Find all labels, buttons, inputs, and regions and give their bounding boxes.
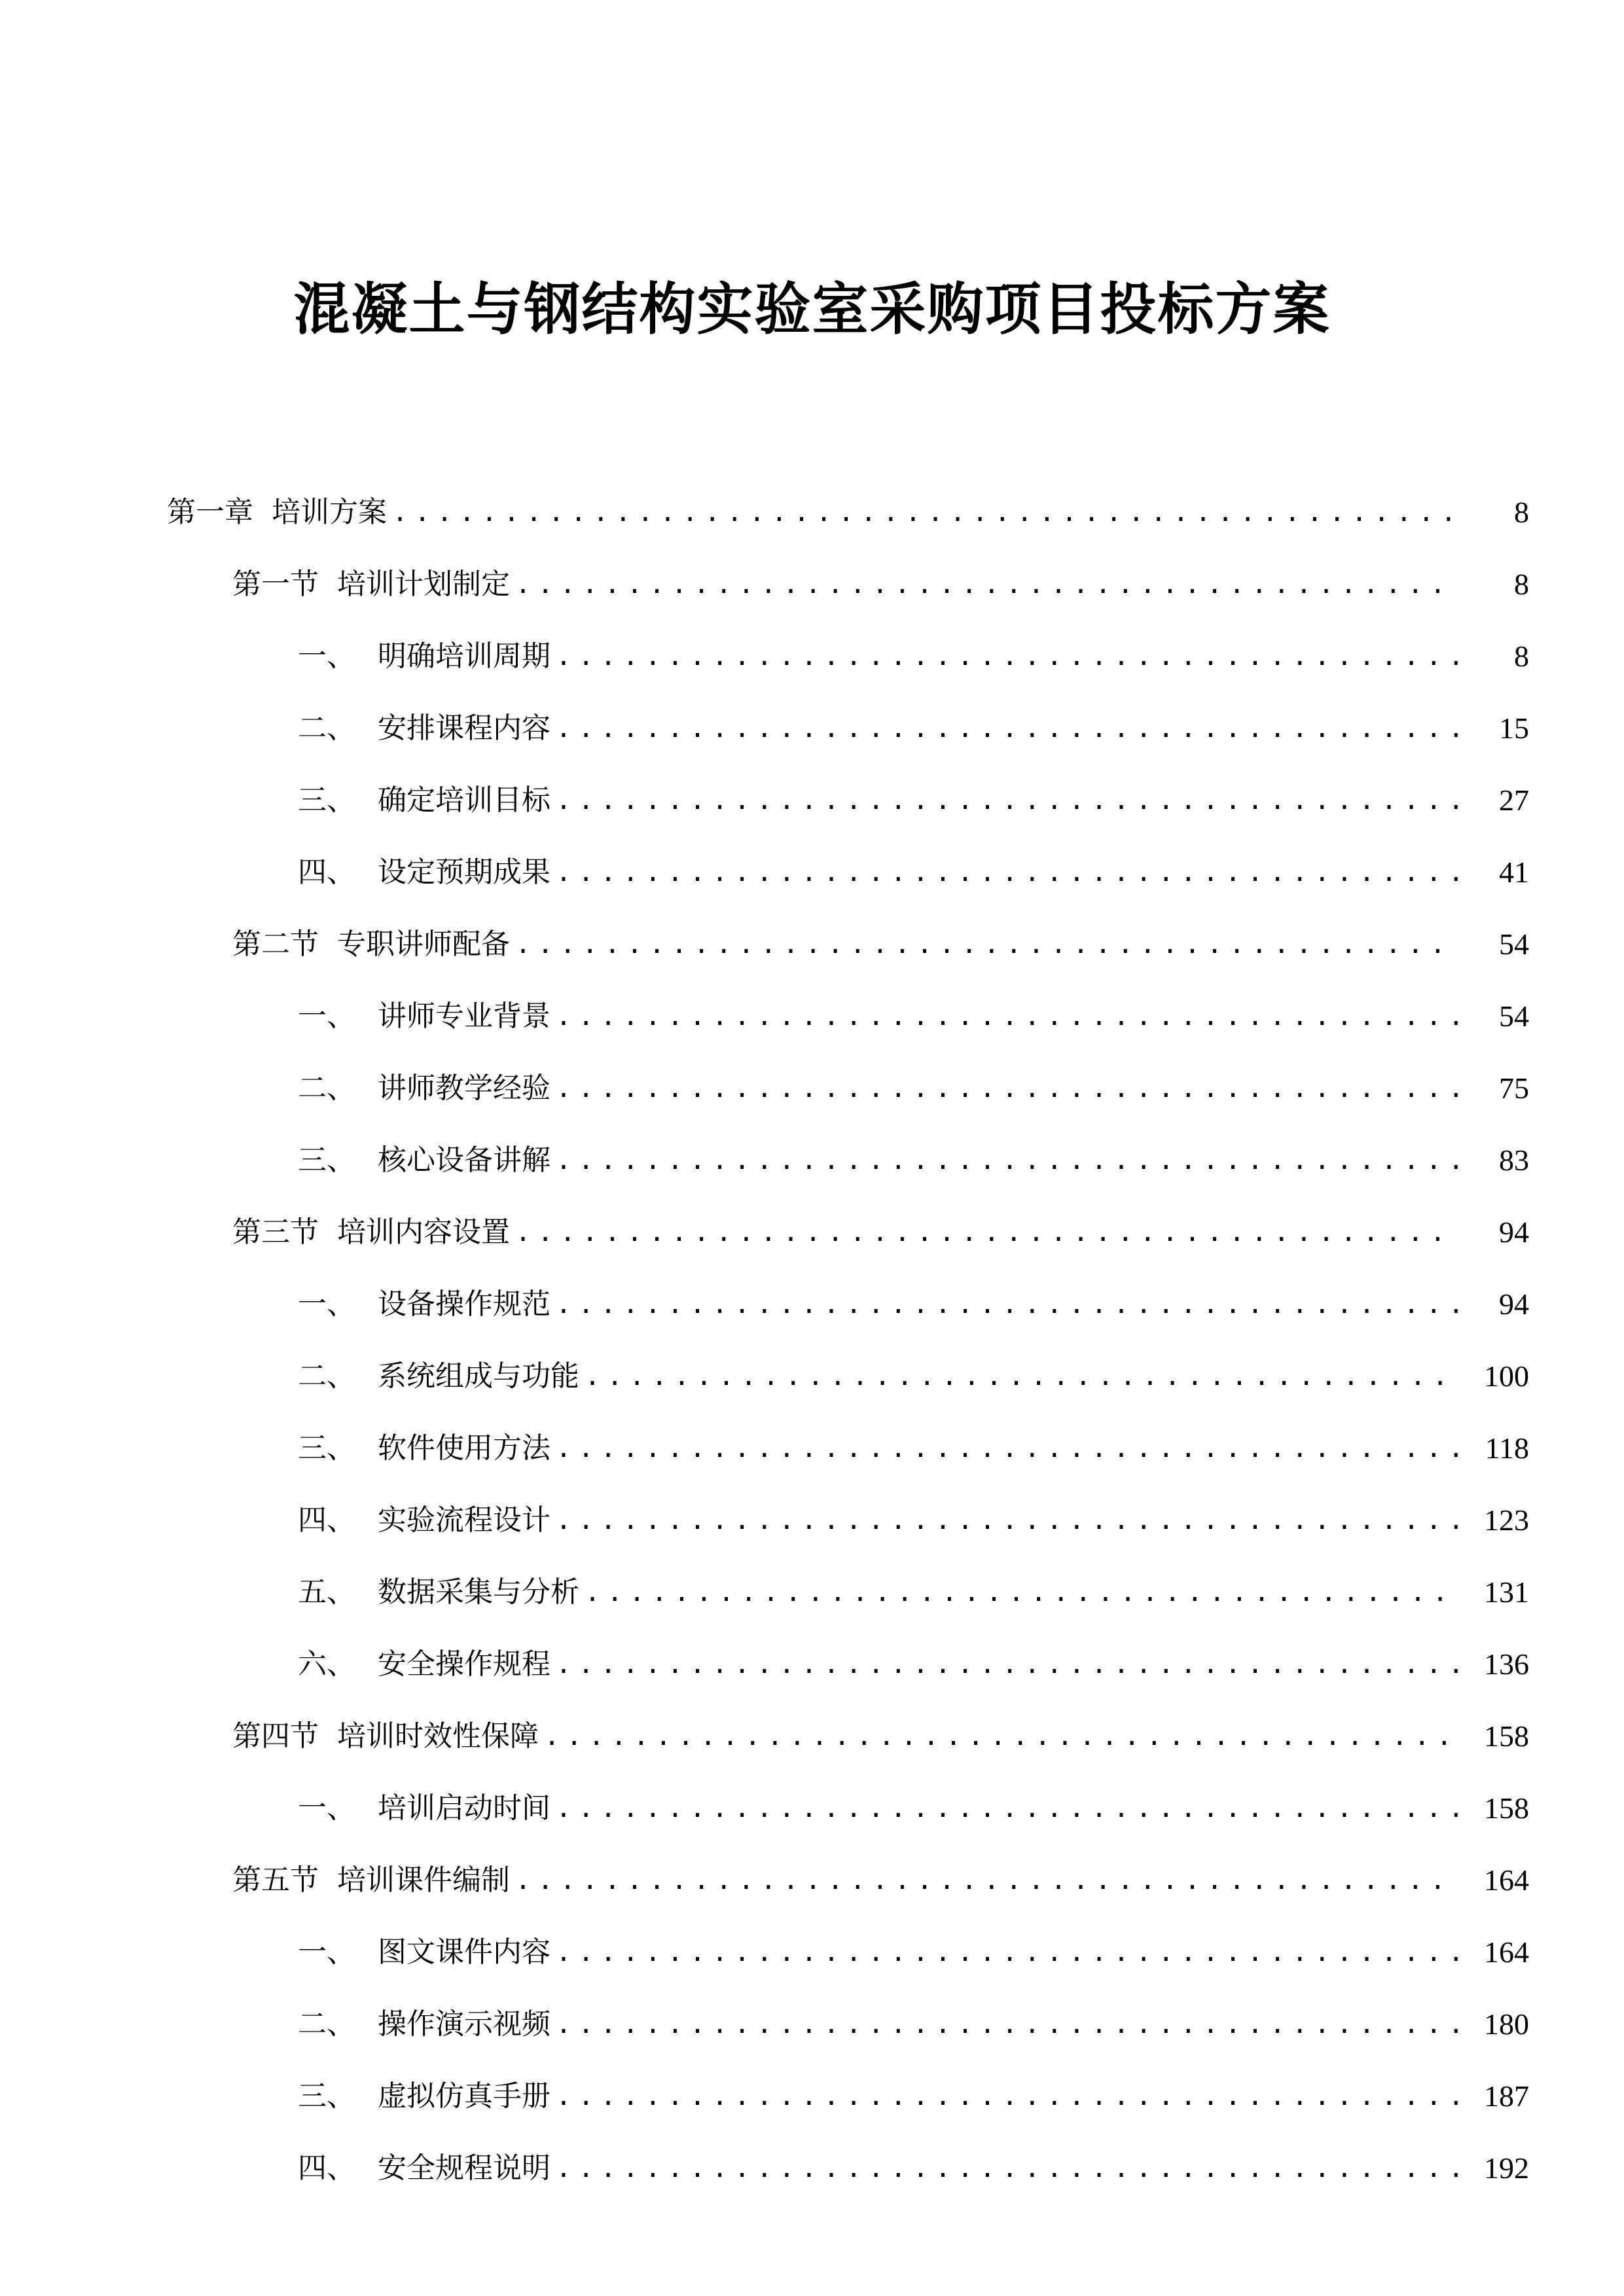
toc-entry-label: 虚拟仿真手册 (378, 2079, 550, 2113)
toc-entry-page: 8 (1514, 567, 1529, 601)
toc-entry-label: 培训启动时间 (378, 1791, 550, 1825)
toc-entry-number: 第四节 (232, 1719, 319, 1753)
toc-entry-item[interactable] (0, 1988, 1624, 2060)
toc-entry-label: 培训课件编制 (337, 1863, 510, 1897)
toc-entry-label: 安排课程内容 (378, 711, 550, 745)
toc-entry-number: 第二节 (232, 927, 319, 961)
toc-dot-leader (556, 1429, 1458, 1468)
toc-dot-leader (515, 1213, 1458, 1252)
toc-dot-leader (515, 1861, 1458, 1900)
toc-dot-leader (585, 1573, 1458, 1612)
toc-entry-page: 94 (1499, 1287, 1529, 1321)
toc-entry-number: 一、 (298, 639, 355, 673)
toc-dot-leader (556, 709, 1458, 748)
toc-entry-number: 第一节 (232, 567, 319, 601)
toc-entry-page: 180 (1484, 2007, 1529, 2041)
toc-entry-item[interactable] (0, 1124, 1624, 1196)
toc-entry-page: 136 (1484, 1647, 1529, 1681)
toc-entry-label: 安全规程说明 (378, 2151, 550, 2185)
toc-entry-number: 一、 (298, 999, 355, 1033)
toc-entry-section[interactable] (0, 1700, 1624, 1772)
document-title: 混凝土与钢结构实验室采购项目投标方案 (293, 276, 1331, 342)
toc-entry-page: 8 (1514, 495, 1529, 529)
toc-entry-label: 确定培训目标 (378, 783, 550, 817)
toc-dot-leader (556, 2149, 1458, 2188)
toc-entry-item[interactable] (0, 764, 1624, 836)
toc-dot-leader (556, 1933, 1458, 1972)
toc-entry-number: 一、 (298, 1791, 355, 1825)
toc-entry-label: 培训方案 (272, 495, 387, 529)
toc-dot-leader (556, 2077, 1458, 2116)
toc-entry-label: 实验流程设计 (378, 1503, 550, 1537)
toc-entry-item[interactable] (0, 1556, 1624, 1628)
toc-entry-item[interactable] (0, 836, 1624, 908)
toc-entry-item[interactable] (0, 1628, 1624, 1700)
toc-entry-number: 二、 (298, 711, 355, 745)
toc-entry-label: 培训时效性保障 (337, 1719, 539, 1753)
toc-dot-leader (556, 1501, 1458, 1540)
toc-entry-number: 三、 (298, 1431, 355, 1465)
toc-entry-page: 27 (1499, 783, 1529, 817)
toc-dot-leader (544, 1717, 1458, 1756)
toc-entry-label: 培训计划制定 (337, 567, 510, 601)
toc-entry-item[interactable] (0, 620, 1624, 692)
toc-entry-label: 操作演示视频 (378, 2007, 550, 2041)
toc-entry-number: 三、 (298, 1143, 355, 1177)
toc-dot-leader (556, 1141, 1458, 1180)
toc-entry-page: 54 (1499, 999, 1529, 1033)
toc-entry-number: 第三节 (232, 1215, 319, 1249)
toc-entry-label: 培训内容设置 (337, 1215, 510, 1249)
toc-entry-number: 一、 (298, 1287, 355, 1321)
toc-entry-page: 158 (1484, 1791, 1529, 1825)
toc-entry-number: 四、 (298, 1503, 355, 1537)
toc-entry-number: 第五节 (232, 1863, 319, 1897)
toc-entry-item[interactable] (0, 1412, 1624, 1484)
toc-entry-page: 118 (1485, 1431, 1529, 1465)
toc-entry-page: 54 (1499, 927, 1529, 961)
toc-entry-item[interactable] (0, 1340, 1624, 1412)
toc-entry-label: 图文课件内容 (378, 1935, 550, 1969)
toc-dot-leader (515, 925, 1458, 964)
toc-entry-page: 8 (1514, 639, 1529, 673)
toc-entry-item[interactable] (0, 1268, 1624, 1340)
toc-dot-leader (556, 781, 1458, 820)
toc-entry-page: 164 (1484, 1935, 1529, 1969)
toc-entry-label: 明确培训周期 (378, 639, 550, 673)
toc-dot-leader (515, 565, 1458, 604)
toc-entry-number: 六、 (298, 1647, 355, 1681)
toc-entry-item[interactable] (0, 1052, 1624, 1124)
toc-dot-leader (392, 493, 1458, 532)
toc-entry-page: 100 (1484, 1359, 1529, 1393)
toc-entry-item[interactable] (0, 980, 1624, 1052)
toc-entry-page: 187 (1484, 2079, 1529, 2113)
toc-entry-page: 131 (1484, 1575, 1529, 1609)
toc-dot-leader (585, 1357, 1458, 1396)
toc-dot-leader (556, 1789, 1458, 1828)
toc-dot-leader (556, 637, 1458, 676)
toc-entry-label: 设定预期成果 (378, 855, 550, 889)
toc-dot-leader (556, 2005, 1458, 2044)
table-of-contents (0, 476, 1624, 2204)
toc-dot-leader (556, 1069, 1458, 1108)
toc-entry-page: 164 (1484, 1863, 1529, 1897)
toc-dot-leader (556, 997, 1458, 1036)
toc-entry-item[interactable] (0, 692, 1624, 764)
toc-entry-section[interactable] (0, 548, 1624, 620)
toc-entry-number: 四、 (298, 2151, 355, 2185)
toc-entry-section[interactable] (0, 908, 1624, 980)
toc-entry-label: 讲师教学经验 (378, 1071, 550, 1105)
toc-entry-number: 三、 (298, 2079, 355, 2113)
toc-entry-page: 83 (1499, 1143, 1529, 1177)
toc-entry-page: 192 (1484, 2151, 1529, 2185)
toc-entry-number: 二、 (298, 1359, 355, 1393)
toc-entry-item[interactable] (0, 1484, 1624, 1556)
toc-entry-page: 158 (1484, 1719, 1529, 1753)
toc-entry-label: 系统组成与功能 (378, 1359, 579, 1393)
toc-dot-leader (556, 853, 1458, 892)
toc-entry-chapter[interactable] (0, 476, 1624, 548)
toc-entry-label: 软件使用方法 (378, 1431, 550, 1465)
toc-entry-label: 讲师专业背景 (378, 999, 550, 1033)
toc-dot-leader (556, 1285, 1458, 1324)
toc-entry-section[interactable] (0, 1844, 1624, 1916)
toc-entry-page: 94 (1499, 1215, 1529, 1249)
toc-entry-number: 二、 (298, 1071, 355, 1105)
toc-dot-leader (556, 1645, 1458, 1684)
toc-entry-label: 设备操作规范 (378, 1287, 550, 1321)
toc-entry-label: 安全操作规程 (378, 1647, 550, 1681)
toc-entry-number: 四、 (298, 855, 355, 889)
toc-entry-number: 三、 (298, 783, 355, 817)
toc-entry-section[interactable] (0, 1196, 1624, 1268)
toc-entry-page: 75 (1499, 1071, 1529, 1105)
toc-entry-page: 15 (1499, 711, 1529, 745)
toc-entry-item[interactable] (0, 2132, 1624, 2204)
toc-entry-item[interactable] (0, 2060, 1624, 2132)
toc-entry-label: 专职讲师配备 (337, 927, 510, 961)
toc-entry-number: 一、 (298, 1935, 355, 1969)
toc-entry-item[interactable] (0, 1916, 1624, 1988)
toc-entry-number: 五、 (298, 1575, 355, 1609)
toc-entry-label: 数据采集与分析 (378, 1575, 579, 1609)
toc-entry-label: 核心设备讲解 (378, 1143, 550, 1177)
toc-entry-page: 123 (1484, 1503, 1529, 1537)
toc-entry-item[interactable] (0, 1772, 1624, 1844)
toc-entry-number: 二、 (298, 2007, 355, 2041)
toc-entry-number: 第一章 (167, 495, 253, 529)
toc-entry-page: 41 (1499, 855, 1529, 889)
